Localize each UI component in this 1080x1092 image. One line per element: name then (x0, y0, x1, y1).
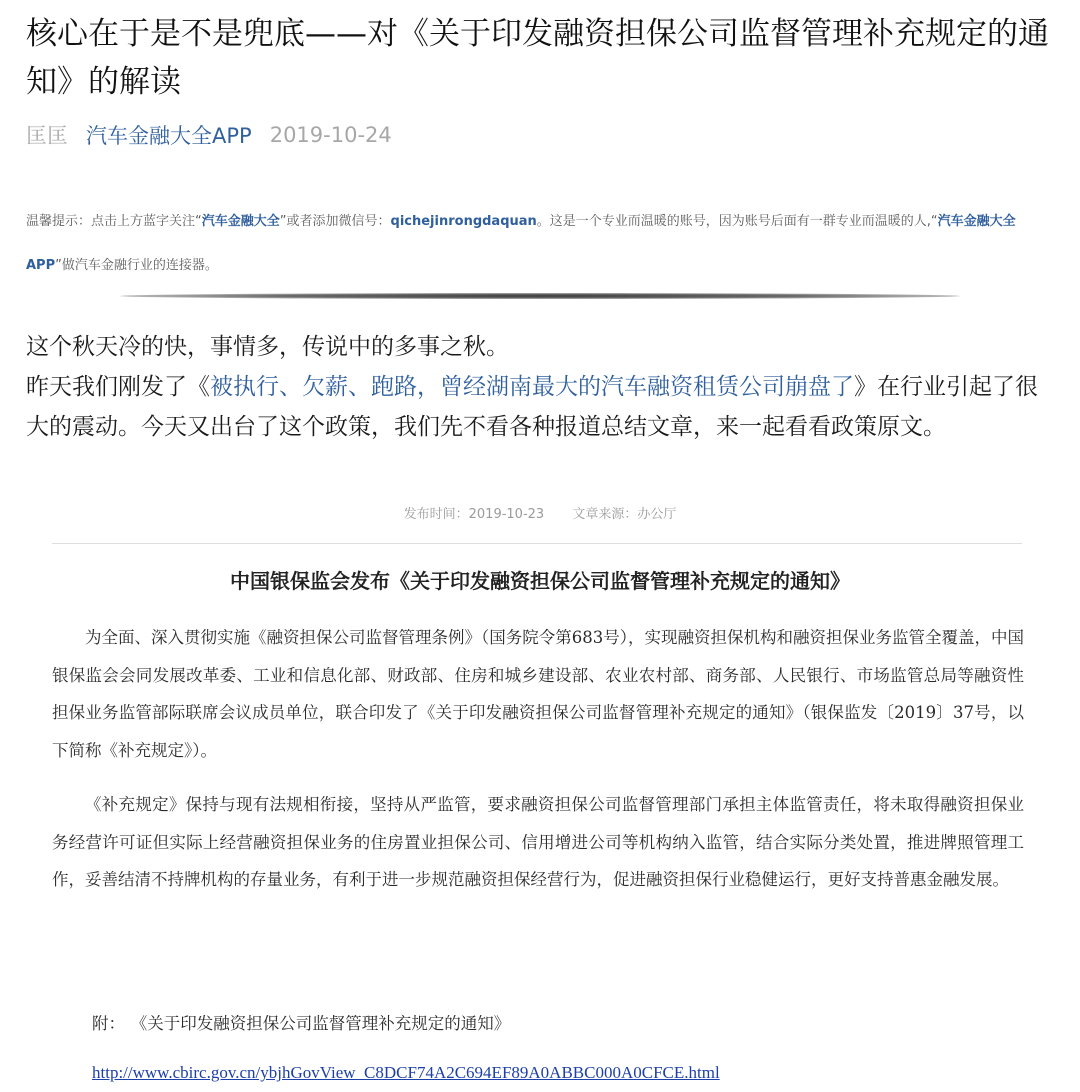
intro-line-1: 这个秋天冷的快，事情多，传说中的多事之秋。 (26, 334, 509, 360)
tip-account-link[interactable]: 汽车金融大全 (201, 214, 280, 229)
document-title: 中国银保监会发布《关于印发融资担保公司监督管理补充规定的通知》 (230, 569, 850, 593)
document-body (52, 619, 1024, 916)
related-article-link[interactable]: 被执行、欠薪、跑路，曾经湖南最大的汽车融资租赁公司崩盘了 (210, 374, 854, 400)
article-title: 核心在于是不是兜底——对《关于印发融资担保公司监督管理补充规定的通知》的解读 (26, 16, 1049, 100)
document-publish-info (0, 503, 1080, 522)
intro-line-2-suffix: 》在行业引起了很大的震动。今天又出台了这个政策，我们先不看各种报道总结文章，来一起看看政策原文。 (26, 374, 1038, 440)
wechat-id: qichejinrongdaquan (390, 214, 537, 229)
document-paragraph: 《补充规定》保持与现有法规相衔接，坚持从严监管，要求融资担保公司监督管理部门承担主体监管责任，将未取得融资担保业务经营许可证但实际上经营融资担保业务的住房置业担保公司、信用增进公司等机构纳入监管，结合实际分类处置，推进牌照管理工作，妥善结清不持牌机构的存量业务，有利于进一步规范融资担保经营行为，促进融资担保行业稳健运行，更好支持普惠金融发展。 (52, 795, 1024, 889)
document-source: 文章来源：办公厅 (572, 507, 677, 522)
publish-date: 2019-10-24 (269, 123, 392, 147)
section-divider (120, 293, 960, 299)
author-name: 匡匡 (26, 124, 68, 148)
document-paragraph: 为全面、深入贯彻实施《融资担保公司监督管理条例》（国务院令第683号），实现融资担保机构和融资担保业务监管全覆盖，中国银保监会会同发展改革委、工业和信息化部、财政部、住房和城乡建设部、农业农村部、商务部、人民银行、市场监管总局等融资性担保业务监管部际联席会议成员单位，联合印发了《关于印发融资担保公司监督管理补充规定的通知》（银保监发〔2019〕37号，以下简称《补充规定》）。 (52, 628, 1024, 760)
attachment-label: 附： (92, 1014, 125, 1033)
intro-text (26, 327, 1056, 447)
tip-text-mid1: ”或者添加微信号： (279, 214, 391, 229)
account-link[interactable]: 汽车金融大全APP (86, 124, 252, 148)
tip-notice (26, 200, 1056, 288)
tip-app-link[interactable]: 汽车金融大全APP (26, 214, 1016, 273)
intro-line-2 (26, 367, 1056, 447)
attachment (92, 1008, 510, 1040)
intro-line-2-prefix: 昨天我们刚发了《 (26, 374, 210, 400)
document-publish-time: 发布时间：2019-10-23 (403, 507, 545, 522)
attachment-title: 《关于印发融资担保公司监督管理补充规定的通知》 (139, 1014, 511, 1033)
tip-text-prefix: 温馨提示：点击上方蓝字关注“ (26, 214, 202, 229)
tip-text-mid2: 。这是一个专业而温暖的账号，因为账号后面有一群专业而温暖的人,“ (536, 214, 938, 229)
document-divider (52, 543, 1022, 544)
source-url-link[interactable]: http://www.cbirc.gov.cn/ybjhGovView_C8DCF74A2C694EF89A0ABBC000A0CFCE.html (92, 1063, 720, 1082)
tip-text-suffix: ”做汽车金融行业的连接器。 (55, 258, 218, 273)
article-meta (26, 118, 392, 152)
